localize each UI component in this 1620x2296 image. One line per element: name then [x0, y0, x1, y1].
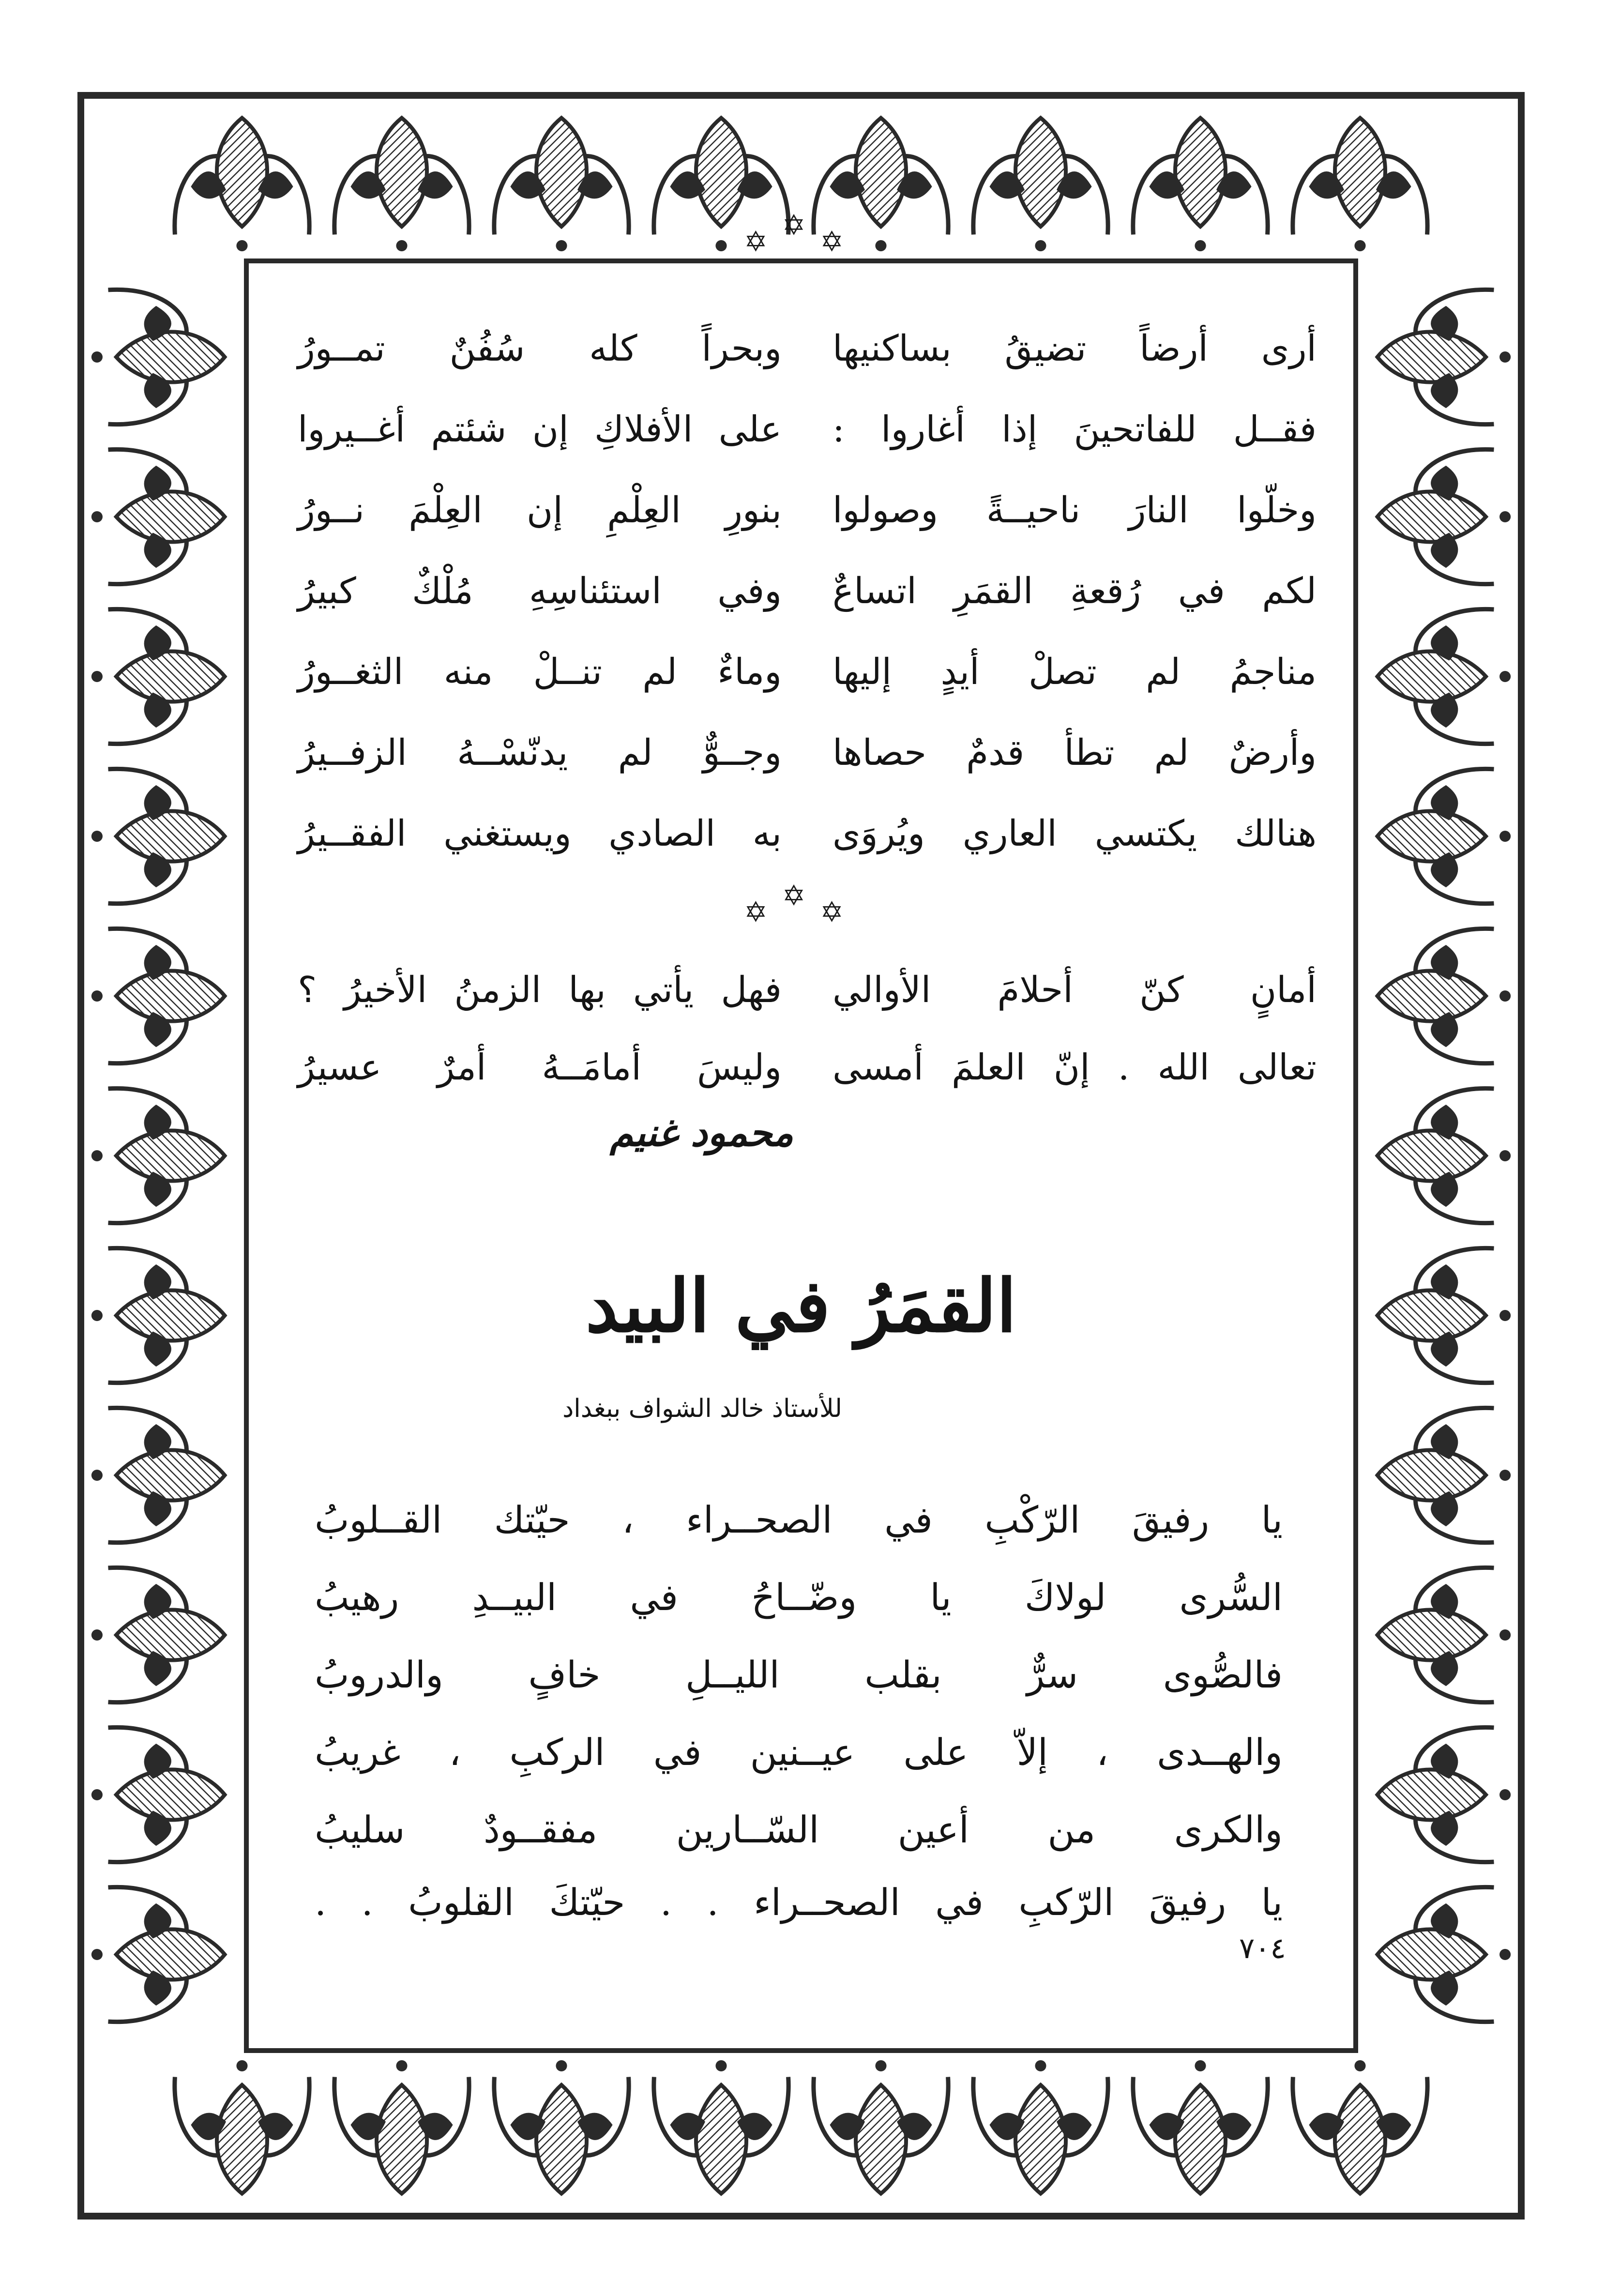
star-icon: ✡: [744, 896, 782, 928]
ornament-band-bottom: [84, 2053, 1518, 2213]
hemistich-second: وماءٌ لم تنــلْ منه الثغــورُ: [298, 651, 782, 693]
star-icon: ✡: [782, 209, 820, 242]
star-icon: ✡: [782, 879, 820, 912]
hemistich-first: مناجمُ لم تصلْ أيدٍ إليها: [833, 651, 1317, 693]
hemistich-second: وليسَ أمامَــهُ أمرٌ عسيرُ: [298, 1047, 782, 1088]
author-signature: محمود غنيم: [610, 1111, 794, 1155]
hemistich-first: وأرضٌ لم تطأ قدمٌ حصاها: [833, 732, 1317, 774]
couplet: [252, 312, 1350, 385]
hemistich-second: وجــوٌّ لم يدنّسْــهُ الزفــيرُ: [298, 732, 782, 774]
verse-line: والكرى من أعين السّــارين مفقــودٌ سليبُ: [315, 1808, 1283, 1851]
page-content: [252, 209, 1350, 2045]
hemistich-first: وخلّوا النارَ ناحيــةً وصولوا: [833, 489, 1317, 531]
section-divider: [252, 879, 1350, 928]
couplet: [252, 954, 1350, 1026]
ornament-band-right: [1358, 258, 1518, 2053]
couplet: [252, 636, 1350, 708]
hemistich-first: تعالى الله . إنّ العلمَ أمسى: [833, 1047, 1317, 1088]
verse-line: يا رفيقَ الرّكْبِ في الصحــراء ، حيّتك القــلوبُ: [315, 1498, 1283, 1541]
verse-line: يا رفيقَ الرّكبِ في الصحــراء . . حيّتكَ القلوبُ . .: [315, 1881, 1283, 1924]
hemistich-first: فقــل للفاتحينَ إذا أغاروا :: [833, 409, 1317, 450]
hemistich-second: وبحراً كله سُفُنٌ تمــورُ: [298, 328, 782, 369]
hemistich-first: لكم في رُقعةِ القمَرِ اتساعٌ: [833, 570, 1317, 612]
verse-line: فالصُّوى سرٌّ بقلب الليــلِ خافٍ والدروبُ: [315, 1653, 1283, 1696]
ornament-band-left: [84, 258, 244, 2053]
page-number: ٧٠٤: [1239, 1931, 1286, 1965]
hemistich-second: وفي استئناسِهِ مُلْكٌ كبيرُ: [298, 570, 782, 612]
star-icon: ✡: [820, 896, 858, 928]
hemistich-second: فهل يأتي بها الزمنُ الأخيرُ ؟: [298, 969, 782, 1011]
star-icon: ✡: [744, 225, 782, 258]
hemistich-first: أمانٍ كنّ أحلامَ الأوالي: [833, 969, 1317, 1011]
couplet: [252, 393, 1350, 466]
hemistich-second: به الصادي ويستغني الفقــيرُ: [298, 813, 782, 854]
couplet: [252, 555, 1350, 627]
hemistich-first: أرى أرضاً تضيقُ بساكنيها: [833, 328, 1317, 369]
hemistich-second: بنورِ العِلْمِ إن العِلْمَ نــورُ: [298, 489, 782, 531]
couplet: [252, 1031, 1350, 1104]
poem-title: القمَرُ في البيد: [585, 1263, 1017, 1349]
couplet: [252, 716, 1350, 789]
verse-line: والهــدى ، إلاّ على عيــنين في الركبِ ، غريبُ: [315, 1731, 1283, 1774]
hemistich-second: على الأفلاكِ إن شئتم أغــيروا: [298, 409, 782, 450]
star-icon: ✡: [820, 225, 858, 258]
couplet: [252, 797, 1350, 870]
hemistich-first: هنالك يكتسي العاري ويُروَى: [833, 813, 1317, 854]
section-divider: [252, 209, 1350, 258]
poem-byline: للأستاذ خالد الشواف ببغداد: [562, 1394, 842, 1423]
couplet: [252, 474, 1350, 547]
verse-line: السُّرى لولاكَ يا وضّــاحُ في البيــدِ رهيبُ: [315, 1576, 1283, 1619]
